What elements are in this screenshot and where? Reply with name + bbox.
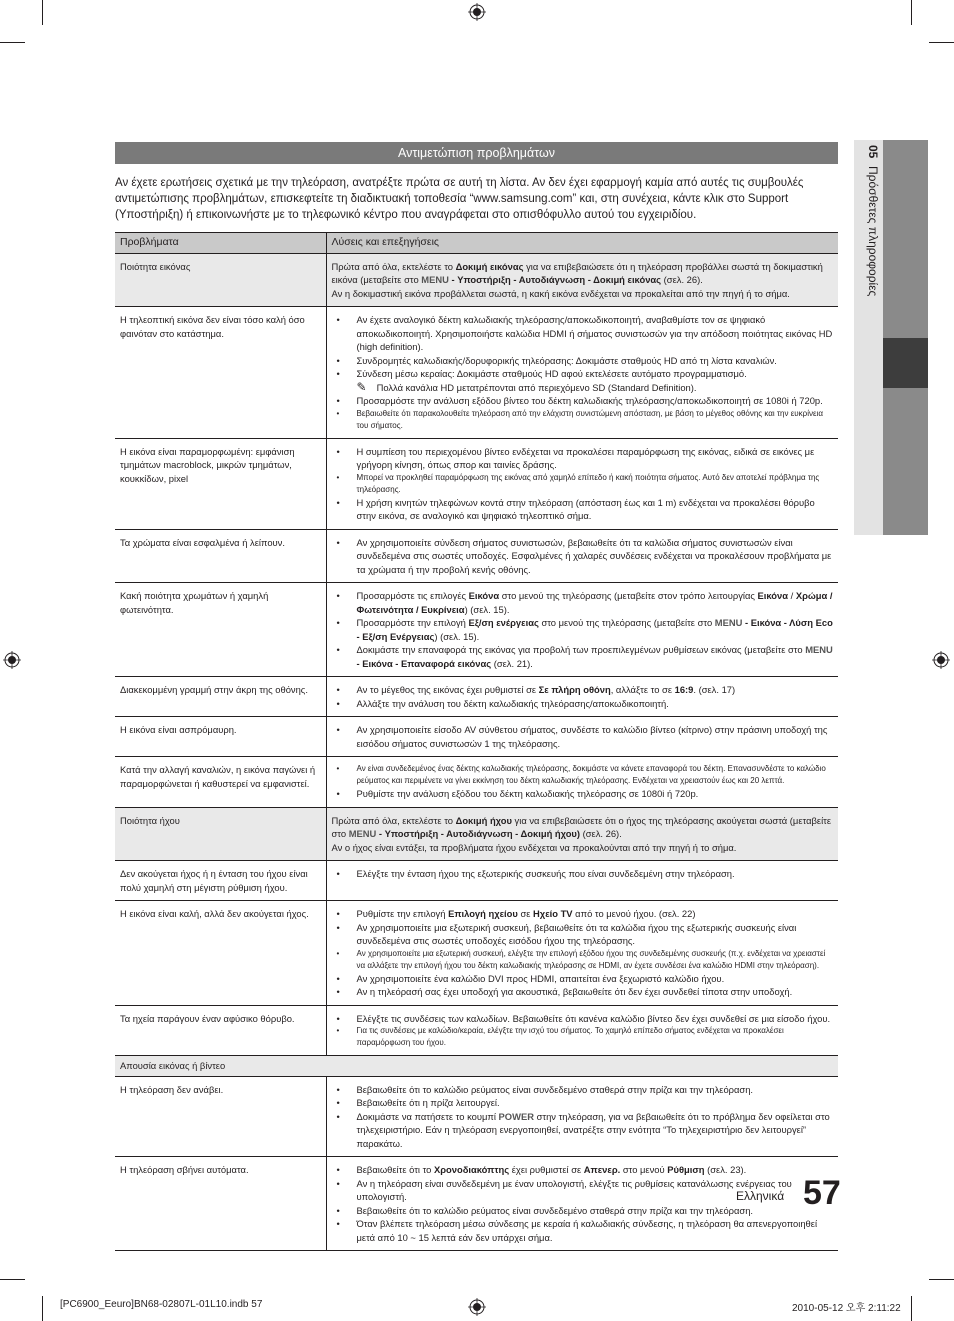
- table-row: [115, 1056, 838, 1077]
- registration-mark-right-icon: [932, 651, 950, 669]
- print-slug-file: [PC6900_Eeuro]BN68-02807L-01L10.indb 57: [60, 1299, 263, 1310]
- text-run: Βεβαιωθείτε ότι το: [356, 1164, 434, 1175]
- solution-cell: [326, 1076, 838, 1157]
- text-run: (σελ. 26).: [661, 274, 703, 285]
- list-item: [332, 354, 834, 368]
- table-row: [115, 807, 838, 861]
- text-run: Δοκιμάστε να πατήσετε το κουμπί: [356, 1110, 499, 1122]
- solution-list: [332, 589, 834, 670]
- text-run: Επιλογή ηχείου: [448, 908, 518, 919]
- registration-mark-top-icon: [468, 3, 486, 21]
- table-row: [115, 1076, 838, 1157]
- intro-paragraph: Αν έχετε ερωτήσεις σχετικά με την τηλεόραση, ανατρέξτε πρώτα σε αυτή τη λίστα. Αν δεν έχει εφαρμογή καμία από αυτές τις συμβουλές αντιμετώπισης προβλημάτων, επισκεφτείτε τη διαδικτυακή τοποθεσία “www.samsung.com” και, στη συνέχεια, κάντε κλικ στο Support (Υποστήριξη) ή επικοινωνήστε με το τηλεφωνικό κέντρο που αναγράφεται στο οπισθόφυλλο αυτού του εγχειριδίου.: [115, 177, 804, 221]
- text-run: Ηχείο TV: [533, 908, 573, 919]
- text-run: - Εικόνα - Επαναφορά εικόνας: [356, 657, 492, 669]
- text-run: Ρυθμίστε την επιλογή: [356, 908, 449, 919]
- list-item: [332, 972, 834, 986]
- problem-cell: Ποιότητα εικόνας: [115, 253, 326, 307]
- table-row: [115, 253, 838, 307]
- solution-list: [332, 683, 834, 710]
- list-item: [332, 683, 834, 697]
- text-run: Δοκιμή ήχου: [455, 814, 512, 826]
- registration-mark-bottom-icon: [468, 1298, 486, 1316]
- column-header-problems: Προβλήματα: [115, 233, 326, 254]
- text-run: Συνδρομητές καλωδιακής/δορυφορικής τηλεόρασης: Δοκιμάστε σταθμούς HD από τη λίστα καναλιών.: [356, 354, 777, 366]
- note-text: Πολλά κανάλια HD μετατρέπονται από περιεχόμενο SD (Standard Definition).: [376, 381, 697, 393]
- list-item: [332, 367, 834, 381]
- list-item: [332, 589, 834, 616]
- chapter-tab-strip-lower: [883, 388, 928, 535]
- list-item: [332, 948, 834, 972]
- solution-list: [332, 907, 834, 999]
- text-run: Χρονοδιακόπτης: [433, 1164, 510, 1175]
- text-run: για να επιβεβαιώσετε ότι η τηλεόραση προβάλλει σωστά τη δοκιμαστική εικόνα (μεταβείτε στο: [331, 260, 823, 285]
- text-run: Δοκιμάστε την επαναφορά της εικόνας για προβολή των προεπιλεγμένων ρυθμίσεων εικόνας (μεταβείτε στο: [356, 644, 806, 655]
- solution-list: [332, 763, 834, 801]
- list-item: • Αν είναι συνδεδεμένος ένας δέκτης καλωδιακής τηλεόρασης, δοκιμάστε να κάνετε επαναφορά του δέκτη. Επανασυνδέστε το καλώδιο ρεύματος και περιμένετε να γίνει εκκίνηση του δέκτη καλωδιακής τηλεόρασης. Ενδέχεται να χρειαστούν έως και 20 λεπτά.: [332, 763, 834, 787]
- list-item: • Η χρήση κινητών τηλεφώνων κοντά στην τηλεόραση (απόσταση έως και 1 m) ενδέχεται να προκαλέσει θόρυβο στην εικόνα, σε αναλογικό και ψηφιακό τηλεοπτικό σήμα.: [332, 496, 834, 523]
- text-run: Δοκιμή εικόνας: [455, 260, 524, 272]
- section-title: Αντιμετώπιση προβλημάτων: [115, 142, 838, 164]
- solution-intro-note: Αν η δοκιμαστική εικόνα προβάλλεται σωστά, η κακή εικόνα ενδέχεται να προκαλείται από την πηγή ή το σήμα.: [331, 287, 790, 299]
- solution-cell: [326, 1005, 838, 1056]
- text-run: Εικόνα: [757, 590, 788, 601]
- solution-list: [332, 313, 834, 381]
- text-run: σε: [517, 908, 534, 919]
- table-row: [115, 901, 838, 1006]
- list-item: • Αν χρησιμοποιείτε είσοδο AV σύνθετου σήματος, συνδέστε το καλώδιο βίντεο (κίτρινο) στην πράσινη υποδοχή της εισόδου σήματος συνιστωσών 1 της τηλεόρασης.: [332, 723, 834, 750]
- text-run: Όταν βλέπετε τηλεόραση μέσω σύνδεσης με κεραία ή καλωδιακής σύνδεσης, η τηλεόραση θα απενεργοποιηθεί μετά από 10 ~ 15 λεπτά εάν δεν υπάρχει σήμα.: [356, 1218, 818, 1243]
- problem-cell: Τα χρώματα είναι εσφαλμένα ή λείπουν.: [115, 529, 326, 583]
- text-run: Αν το μέγεθος της εικόνας έχει ρυθμιστεί σε: [356, 684, 539, 695]
- page-number: 57: [803, 1174, 841, 1212]
- print-slug-date: 2010-05-12 오후 2:11:22: [792, 1303, 901, 1314]
- solution-list: [332, 723, 834, 750]
- list-item: • Βεβαιωθείτε ότι παρακολουθείτε τηλεόραση από την ελάχιστη συνιστώμενη απόσταση, με βάση το μέγεθος οθόνης και την ευκρίνεια του σήματος.: [332, 408, 834, 432]
- list-item: [332, 985, 834, 999]
- pencil-note-icon: ✎: [356, 379, 367, 394]
- solution-cell: [326, 807, 838, 861]
- text-run: MENU: [714, 617, 743, 628]
- problem-cell: Η τηλεόραση δεν ανάβει.: [115, 1076, 326, 1157]
- problem-cell: Τα ηχεία παράγουν έναν αφύσικο θόρυβο.: [115, 1005, 326, 1056]
- list-item: [332, 1083, 834, 1097]
- text-run: Αν χρησιμοποιείτε μια εξωτερική συσκευή, βεβαιωθείτε ότι τα καλώδια ήχου της εξωτερικής συσκευής είναι συνδεδεμένα στις σωστές υποδοχές εισόδου ήχου της τηλεόρασης.: [356, 921, 797, 946]
- solution-list: [332, 1012, 834, 1050]
- list-item: • Ρυθμίστε την ανάλυση εξόδου του δέκτη καλωδιακής τηλεόρασης σε 1080i ή 720p.: [332, 787, 834, 801]
- text-run: στην τηλεόραση, για να βεβαιωθείτε ότι το πρόβλημα δεν οφείλεται στο τηλεχειριστήριο. Εάν η τηλεόραση ενεργοποιηθεί, ανατρέξτε στην ενότητα “Το τηλεχειριστήριο δεν λειτουργεί” παρακάτω.: [356, 1110, 830, 1149]
- solution-cell: [326, 757, 838, 808]
- chapter-tab-strip: [883, 140, 928, 338]
- list-item: [332, 1163, 834, 1177]
- list-item: [332, 921, 834, 948]
- list-item: [332, 907, 834, 921]
- list-item: [332, 1217, 834, 1244]
- text-run: Αν έχετε αναλογικό δέκτη καλωδιακής τηλεόρασης/αποκωδικοποιητή, αναβαθμίστε τον σε ψηφιακό αποκωδικοποιητή. Χρησιμοποιήστε καλώδια HDMI ή σήματος συνιστωσών για την απόδοση ποιότητας εικόνας HD (high definition).: [356, 314, 833, 352]
- table-row: [115, 1157, 838, 1251]
- text-run: Σύνδεση μέσω κεραίας: Δοκιμάστε σταθμούς HD αφού εκτελέσετε αυτόματο προγραμματισμό.: [356, 368, 747, 379]
- registration-mark-left-icon: [3, 651, 21, 669]
- solution-list: [332, 1083, 834, 1151]
- text-run: Προσαρμόστε την επιλογή: [356, 617, 469, 628]
- solution-intro-note: Αν ο ήχος είναι εντάξει, τα προβλήματα ήχου ενδέχεται να προκαλούνται από την πηγή ή το σήμα.: [331, 841, 737, 853]
- text-run: στο μενού της τηλεόρασης (μεταβείτε στον τρόπο λειτουργίας: [499, 590, 758, 601]
- text-run: (σελ. 21).: [491, 657, 533, 669]
- text-run: 16:9: [674, 684, 694, 695]
- problem-cell: Ποιότητα ήχου: [115, 807, 326, 861]
- list-item: • Για τις συνδέσεις με καλώδιο/κεραία, ελέγξτε την ισχύ του σήματος. Το χαμηλό επίπεδο σήματος ενδέχεται να προκαλέσει παραμόρφωση του ήχου.: [332, 1025, 834, 1049]
- table-row: [115, 677, 838, 717]
- text-run: - Εικόνα - Λύση Eco - Εξ/ση Ενέργειας: [356, 617, 833, 642]
- text-run: Αν η τηλεόραση είναι συνδεδεμένη με έναν υπολογιστή, ελέγξτε τις ρυθμίσεις κατανάλωσης ενέργειας του υπολογιστή.: [356, 1177, 792, 1202]
- table-row: [115, 1005, 838, 1056]
- text-run: /: [788, 590, 796, 601]
- text-run: στο μενού της τηλεόρασης (μεταβείτε στο: [538, 617, 715, 628]
- text-run: Προσαρμόστε τις επιλογές: [356, 590, 469, 601]
- table-row: [115, 861, 838, 901]
- text-run: Εικόνα: [468, 590, 500, 601]
- chapter-title: Πρόσθετες πληροφορίες: [866, 166, 880, 297]
- solution-cell: [326, 1157, 838, 1251]
- text-run: Βεβαιωθείτε ότι η πρίζα λειτουργεί.: [356, 1097, 500, 1108]
- text-run: Βεβαιωθείτε ότι το καλώδιο ρεύματος είναι συνδεδεμένο σταθερά στην πρίζα και την τηλεόραση.: [356, 1083, 754, 1095]
- list-item: [332, 1096, 834, 1110]
- table-header-row: [115, 233, 838, 254]
- table-row: [115, 717, 838, 757]
- problem-cell: Η τηλεοπτική εικόνα δεν είναι τόσο καλή όσο φαινόταν στο κατάστημα.: [115, 307, 326, 439]
- text-run: -: [376, 828, 385, 839]
- solution-list: [332, 394, 834, 432]
- list-item: • Η συμπίεση του περιεχομένου βίντεο ενδέχεται να προκαλέσει παραμόρφωση της εικόνας, ειδικά σε εικόνες με γρήγορη κίνηση, όπως σπορ και ταινίες δράσης.: [332, 445, 834, 472]
- text-run: Υποστήριξη - Αυτοδιάγνωση - Δοκιμή εικόνας: [457, 274, 662, 285]
- list-item: [332, 313, 834, 354]
- text-run: Βεβαιωθείτε ότι το καλώδιο ρεύματος είναι συνδεδεμένο σταθερά στην πρίζα και την τηλεόραση.: [356, 1204, 754, 1216]
- text-run: (σελ. 23).: [704, 1164, 747, 1175]
- solution-list: [332, 536, 834, 577]
- table-row: [115, 438, 838, 529]
- text-run: Ρύθμιση: [667, 1164, 705, 1175]
- text-run: , αλλάξτε το σε: [610, 684, 675, 695]
- list-item: [332, 1204, 834, 1218]
- problem-cell: Η εικόνα είναι καλή, αλλά δεν ακούγεται ήχος.: [115, 901, 326, 1006]
- table-row: [115, 583, 838, 677]
- solution-cell: [326, 717, 838, 757]
- text-run: . (σελ. 17): [693, 684, 736, 695]
- list-item: [332, 643, 834, 670]
- text-run: Πρώτα από όλα, εκτελέστε το: [331, 260, 456, 272]
- table-row: [115, 529, 838, 583]
- footer-language: Ελληνικά: [736, 1189, 785, 1203]
- text-run: -: [448, 274, 458, 285]
- text-run: ) (σελ. 15).: [434, 630, 480, 642]
- solution-cell: [326, 307, 838, 439]
- problem-cell: Η εικόνα είναι παραμορφωμένη: εμφάνιση τμημάτων macroblock, μικρών τμημάτων, κουκκίδων, pixel: [115, 438, 326, 529]
- list-item: • Αν χρησιμοποιείτε σύνδεση σήματος συνιστωσών, βεβαιωθείτε ότι τα καλώδια σήματος συνιστωσών είναι συνδεδεμένα στις σωστές υποδοχές. Εσφαλμένες ή χαλαρές συνδέσεις ενδέχεται να προκαλέσουν προβλήματα με τα χρώματα ή την προβολή κενής οθόνης.: [332, 536, 834, 577]
- list-item: [332, 1110, 834, 1151]
- text-run: έχει ρυθμιστεί σε: [509, 1164, 584, 1175]
- troubleshooting-table: [115, 232, 838, 1251]
- text-run: Απενερ.: [583, 1164, 621, 1175]
- list-item: • Ελέγξτε τις συνδέσεις των καλωδίων. Βεβαιωθείτε ότι κανένα καλώδιο βίντεο δεν έχει συνδεθεί σε μια είσοδο ήχου.: [332, 1012, 834, 1026]
- note-line: [332, 381, 834, 395]
- text-run: (σελ. 26).: [580, 828, 622, 839]
- solution-list: [332, 1163, 834, 1244]
- text-run: Αν χρησιμοποιείτε ένα καλώδιο DVI προς HDMI, απαιτείται ένα ξεχωριστό καλώδιο ήχου.: [356, 972, 725, 984]
- solution-cell: [326, 583, 838, 677]
- solution-intro: [332, 814, 834, 841]
- solution-cell: [326, 677, 838, 717]
- list-item: [332, 616, 834, 643]
- text-run: από το μενού ήχου. (σελ. 22): [572, 908, 696, 919]
- text-run: Αν χρησιμοποιείτε μια εξωτερική συσκευή, ελέγξτε την επιλογή εξόδου ήχου της συνδεδεμένης συσκευής (π.χ. ενδέχεται να χρειαστεί να αλλάξετε την επιλογή ήχου του δέκτη καλωδιακής τηλεόρασης σε HDMI, αν έχετε συνδέσει ένα καλώδιο HDMI στην τηλεόραση).: [356, 948, 826, 970]
- problem-cell: Η τηλεόραση σβήνει αυτόματα.: [115, 1157, 326, 1251]
- text-run: Πρώτα από όλα, εκτελέστε το: [331, 814, 456, 826]
- solution-list: [332, 867, 834, 881]
- solution-cell: [326, 901, 838, 1006]
- chapter-number: 05: [866, 145, 880, 159]
- problem-cell: Κακή ποιότητα χρωμάτων ή χαμηλή φωτεινότητα.: [115, 583, 326, 677]
- solution-list: [332, 445, 834, 523]
- problem-cell: Διακεκομμένη γραμμή στην άκρη της οθόνης.: [115, 677, 326, 717]
- text-run: MENU: [348, 828, 377, 839]
- solution-cell: [326, 438, 838, 529]
- solution-cell: [326, 861, 838, 901]
- text-run: Υποστήριξη - Αυτοδιάγνωση - Δοκιμή ήχου): [384, 828, 581, 839]
- text-run: Αν η τηλεόρασή σας έχει υποδοχή για ακουστικά, βεβαιωθείτε ότι δεν έχει συνδεθεί τίποτα στην υποδοχή.: [356, 986, 793, 997]
- solution-cell: [326, 529, 838, 583]
- chapter-label: [858, 145, 880, 385]
- text-run: MENU: [805, 644, 833, 655]
- problem-cell: Δεν ακούγεται ήχος ή η ένταση του ήχου είναι πολύ χαμηλή στη μέγιστη ρύθμιση ήχου.: [115, 861, 326, 901]
- text-run: MENU: [421, 274, 449, 285]
- text-run: Σε πλήρη οθόνη: [538, 684, 611, 695]
- category-cell: Απουσία εικόνας ή βίντεο: [115, 1056, 838, 1077]
- text-run: στο μενού: [620, 1164, 668, 1175]
- list-item: • Προσαρμόστε την ανάλυση εξόδου βίντεο του δέκτη καλωδιακής τηλεόρασης/αποκωδικοποιητή σε 1080i ή 720p.: [332, 394, 834, 408]
- text-run: Εξ/ση ενέργειας: [468, 617, 539, 628]
- problem-cell: Κατά την αλλαγή καναλιών, η εικόνα παγώνει ή παραμορφώνεται ή καθυστερεί να εμφανιστεί.: [115, 757, 326, 808]
- table-row: [115, 757, 838, 808]
- text-run: POWER: [498, 1110, 534, 1122]
- solution-cell: [326, 253, 838, 307]
- column-header-solutions: Λύσεις και επεξηγήσεις: [326, 233, 838, 254]
- list-item: • Μπορεί να προκληθεί παραμόρφωση της εικόνας από χαμηλό επίπεδο ή κακή ποιότητα σήματος. Αυτό δεν αποτελεί πρόβλημα της τηλεόρασης.: [332, 472, 834, 496]
- text-run: Χρώμα / Φωτεινότητα / Ευκρίνεια: [356, 590, 833, 615]
- table-row: [115, 307, 838, 439]
- list-item: • Ελέγξτε την ένταση ήχου της εξωτερικής συσκευής που είναι συνδεδεμένη στην τηλεόραση.: [332, 867, 834, 881]
- solution-intro: [332, 260, 834, 287]
- text-run: Αλλάξτε την ανάλυση του δέκτη καλωδιακής τηλεόρασης/αποκωδικοποιητή.: [356, 697, 669, 709]
- list-item: [332, 697, 834, 711]
- problem-cell: Η εικόνα είναι ασπρόμαυρη.: [115, 717, 326, 757]
- text-run: ) (σελ. 15).: [464, 603, 510, 615]
- chapter-tab-marker: [883, 338, 928, 388]
- text-run: για να επιβεβαιώσετε ότι ο ήχος της τηλεόρασης ακούγεται σωστά (μεταβείτε στο: [331, 814, 832, 839]
